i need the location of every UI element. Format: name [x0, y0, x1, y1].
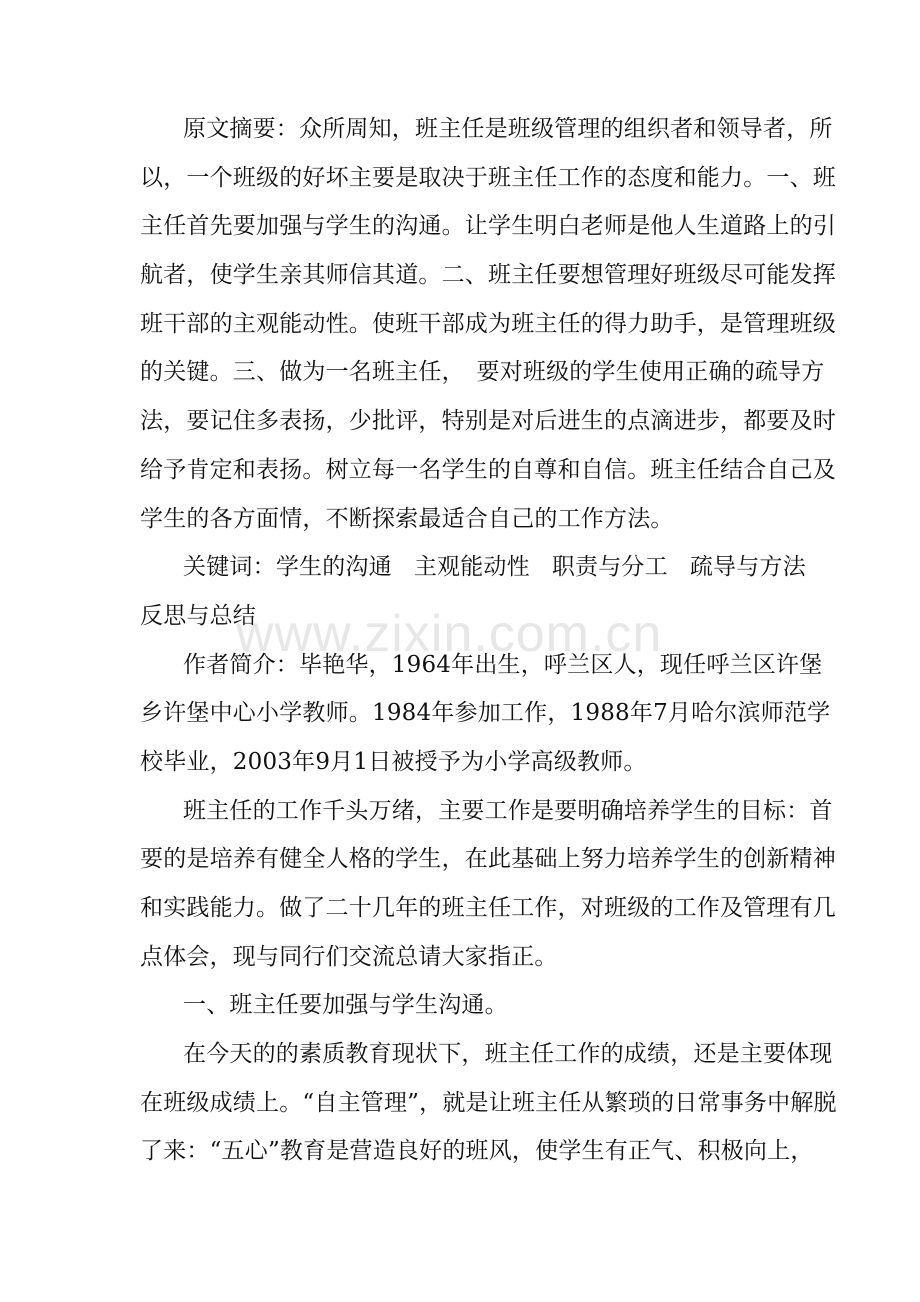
document-body	[140, 116, 837, 1187]
body-line-5: 在今天的的素质教育现状下，班主任工作的成绩，还是主要体现	[183, 1041, 833, 1068]
keyword: 疏导与方法	[689, 554, 806, 581]
keywords-line	[140, 554, 806, 581]
section-heading-1: 一、班主任要加强与学生沟通。	[183, 992, 508, 1019]
abstract-line-4: 航者，使学生亲其师信其道。二、班主任要想管理好班级尽可能发挥	[140, 262, 836, 289]
keywords-line-2: 反思与总结	[140, 602, 256, 629]
body-line-3: 和实践能力。做了二十几年的班主任工作，对班级的工作及管理有几	[140, 895, 836, 921]
keyword: 职责与分工	[551, 554, 668, 581]
abstract-line-7: 法，要记住多表扬，少批评，特别是对后进生的点滴进步，都要及时	[140, 408, 836, 435]
abstract-line-5: 班干部的主观能动性。使班干部成为班主任的得力助手，是管理班级	[140, 310, 836, 337]
abstract-line-2: 以，一个班级的好坏主要是取决于班主任工作的态度和能力。一、班	[140, 164, 836, 191]
abstract-line-3: 主任首先要加强与学生的沟通。让学生明白老师是他人生道路上的引	[140, 213, 836, 240]
body-line-6: 在班级成绩上。“自主管理”，就是让班主任从繁琐的日常事务中解脱	[140, 1089, 837, 1116]
keyword: 学生的沟通	[275, 554, 392, 581]
author-line-1: 作者简介：毕艳华，1964年出生，呼兰区人，现任呼兰区许堡	[183, 651, 823, 678]
abstract-line-1: 原文摘要：众所周知，班主任是班级管理的组织者和领导者，所	[183, 116, 833, 142]
watermark-text: www.zixin.com.cn	[236, 605, 663, 663]
abstract-line-6: 的关键。三、做为一名班主任， 要对班级的学生使用正确的疏导方	[140, 359, 825, 386]
body-line-7: 了来：“五心”教育是营造良好的班风，使学生有正气、积极向上，	[140, 1138, 814, 1165]
author-line-3: 校毕业，2003年9月1日被授予为小学高级教师。	[140, 748, 647, 775]
body-line-2: 要的是培养有健全人格的学生，在此基础上努力培养学生的创新精神	[140, 846, 836, 873]
body-line-4: 点体会，现与同行们交流总请大家指正。	[140, 943, 558, 970]
abstract-line-9: 学生的各方面情，不断探索最适合自己的工作方法。	[140, 505, 674, 532]
keyword: 主观能动性	[413, 554, 530, 581]
body-line-1: 班主任的工作千头万绪，主要工作是要明确培养学生的目标：首	[183, 797, 833, 824]
author-line-2: 乡许堡中心小学教师。1984年参加工作，1988年7月哈尔滨师范学	[140, 700, 831, 727]
keywords-label: 关键词：	[183, 554, 276, 581]
abstract-line-8: 给予肯定和表扬。树立每一名学生的自尊和自信。班主任结合自己及	[140, 456, 836, 483]
